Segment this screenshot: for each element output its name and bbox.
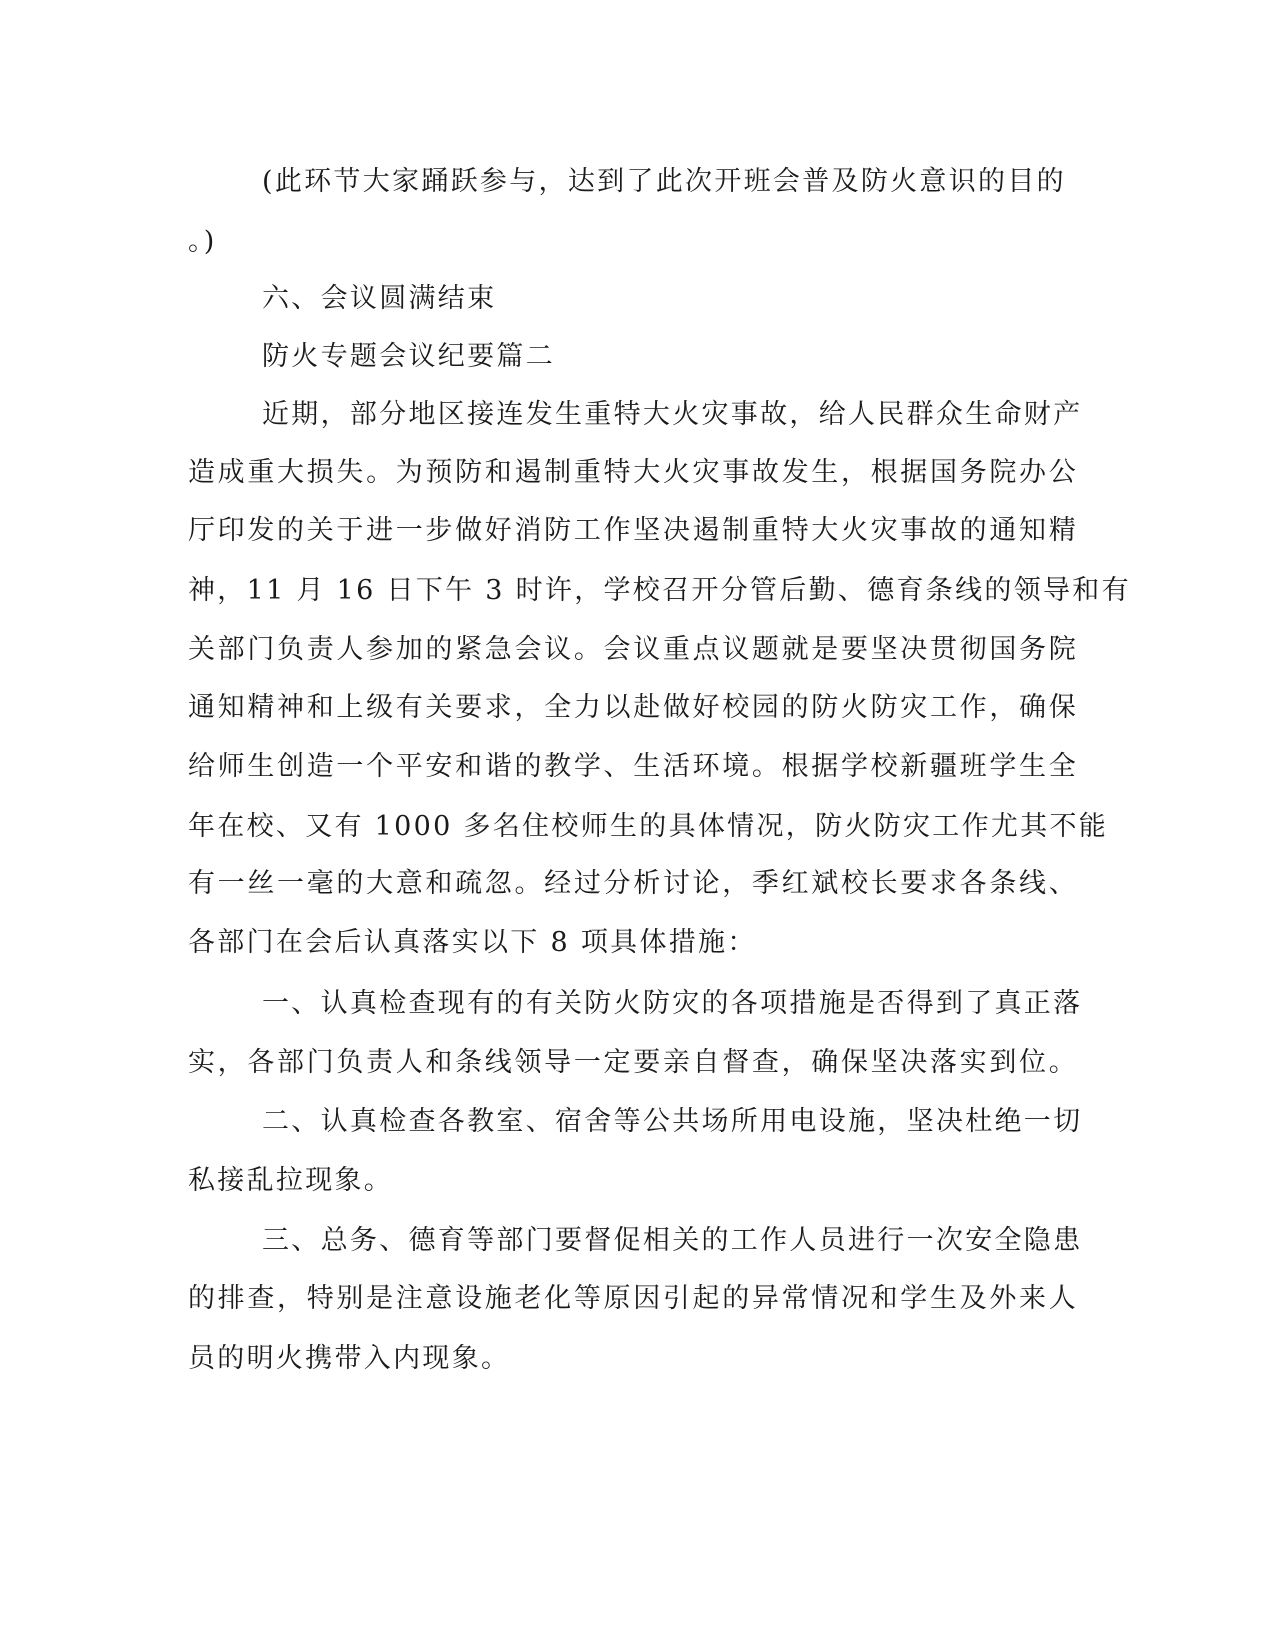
- paragraph-line: 有一丝一毫的大意和疏忽。经过分析讨论，季红斌校长要求各条线、: [188, 868, 1078, 899]
- list-item-line: 员的明火携带入内现象。: [188, 1343, 511, 1374]
- paragraph-line: 各部门在会后认真落实以下 8 项具体措施：: [188, 927, 757, 958]
- list-item-line: 私接乱拉现象。: [188, 1165, 394, 1196]
- paragraph-line: 关部门负责人参加的紧急会议。会议重点议题就是要坚决贯彻国务院: [188, 634, 1078, 665]
- document-title: 防火专题会议纪要篇二: [262, 341, 555, 372]
- list-item-line: 三、总务、德育等部门要督促相关的工作人员进行一次安全隐患: [262, 1225, 1083, 1256]
- paragraph-line: 通知精神和上级有关要求，全力以赴做好校园的防火防灾工作，确保: [188, 692, 1078, 723]
- paragraph-line: 。): [188, 226, 217, 257]
- paragraph-line: 近期，部分地区接连发生重特大火灾事故，给人民群众生命财产: [262, 399, 1083, 430]
- paragraph-line: 神，11 月 16 日下午 3 时许，学校召开分管后勤、德育条线的领导和有: [188, 575, 1131, 606]
- paragraph-line: 厅印发的关于进一步做好消防工作坚决遏制重特大火灾事故的通知精: [188, 515, 1078, 546]
- paragraph-line: 造成重大损失。为预防和遏制重特大火灾事故发生，根据国务院办公: [188, 457, 1078, 488]
- paragraph-line: (此环节大家踊跃参与，达到了此次开班会普及防火意识的目的: [262, 166, 1066, 197]
- list-item-line: 二、认真检查各教室、宿舍等公共场所用电设施，坚决杜绝一切: [262, 1106, 1083, 1137]
- list-item-line: 的排查，特别是注意设施老化等原因引起的异常情况和学生及外来人: [188, 1283, 1078, 1314]
- list-item-line: 实，各部门负责人和条线领导一定要亲自督查，确保坚决落实到位。: [188, 1047, 1078, 1078]
- section-heading: 六、会议圆满结束: [262, 283, 497, 314]
- list-item-line: 一、认真检查现有的有关防火防灾的各项措施是否得到了真正落: [262, 988, 1083, 1019]
- paragraph-line: 年在校、又有 1000 多名住校师生的具体情况，防火防灾工作尤其不能: [188, 811, 1109, 842]
- paragraph-line: 给师生创造一个平安和谐的教学、生活环境。根据学校新疆班学生全: [188, 751, 1078, 782]
